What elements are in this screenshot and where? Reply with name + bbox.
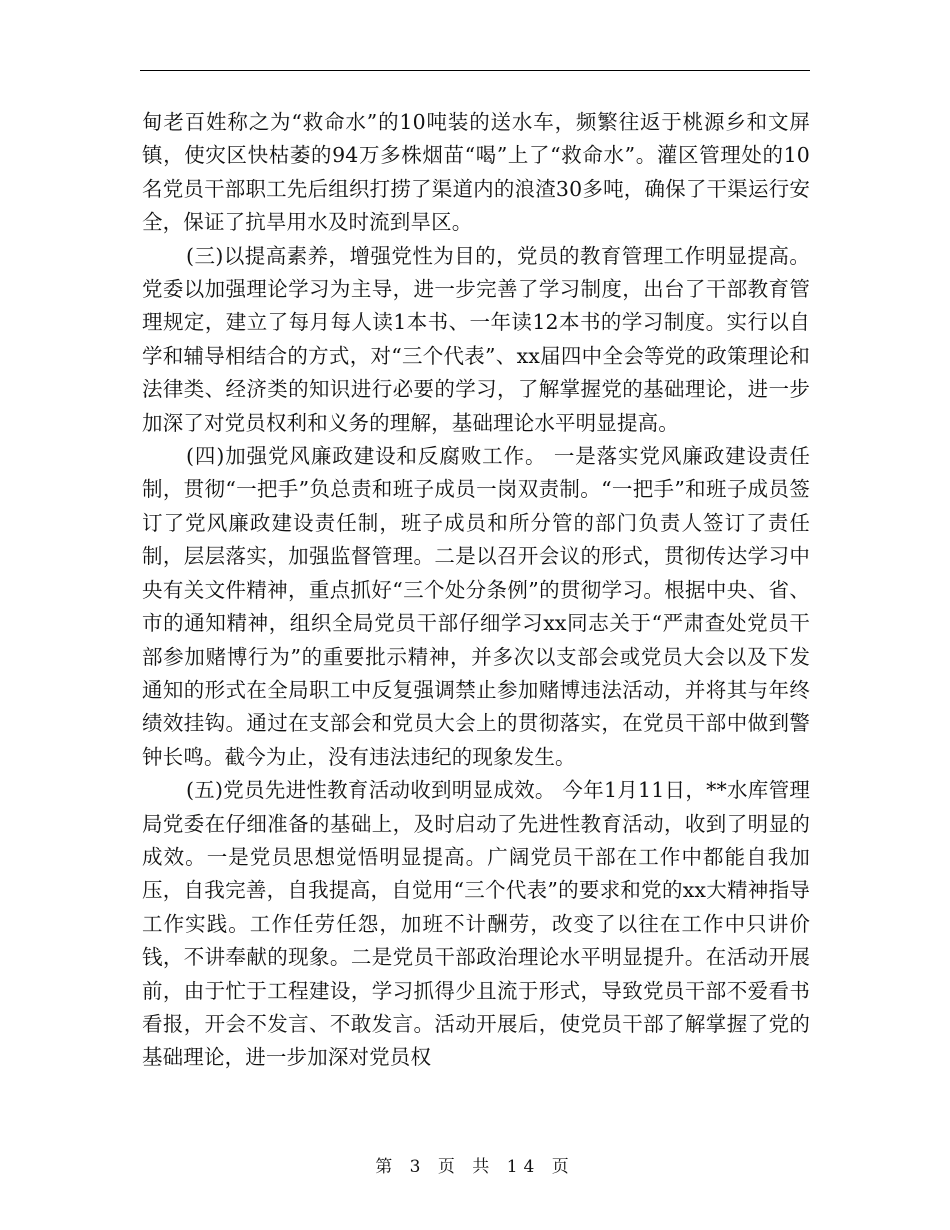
header-rule (140, 70, 810, 71)
document-body (142, 106, 810, 1075)
paragraph-section-3: (三)以提高素养，增强党性为目的，党员的教育管理工作明显提高。 党委以加强理论学习为主导，进一步完善了学习制度，出台了干部教育管理规定，建立了每月每人读1本书、一年读12本书的学习制度。实行以自学和辅导相结合的方式，对“三个代表”、xx届四中全会等党的政策理论和法律类、经济类的知识进行必要的学习，了解掌握党的基础理论，进一步加深了对党员权利和义务的理解，基础理论水平明显提高。 (142, 243, 810, 435)
paragraph-continuation: 甸老百姓称之为“救命水”的10吨装的送水车，频繁往返于桃源乡和文屏镇，使灾区快枯萎的94万多株烟苗“喝”上了“救命水”。灌区管理处的10名党员干部职工先后组织打捞了渠道内的浪渣30多吨，确保了干渠运行安全，保证了抗旱用水及时流到旱区。 (142, 110, 810, 235)
page-number-footer: 第 3 页 共 14 页 (375, 1157, 575, 1177)
paragraph-section-4: (四)加强党风廉政建设和反腐败工作。 一是落实党风廉政建设责任制，贯彻“一把手”负总责和班子成员一岗双责制。“一把手”和班子成员签订了党风廉政建设责任制，班子成员和所分管的部门负责人签订了责任制，层层落实，加强监督管理。二是以召开会议的形式，贯彻传达学习中央有关文件精神，重点抓好“三个处分条例”的贯彻学习。根据中央、省、市的通知精神，组织全局党员干部仔细学习xx同志关于“严肃查处党员干部参加赌博行为”的重要批示精神，并多次以支部会或党员大会以及下发通知的形式在全局职工中反复强调禁止参加赌博违法活动，并将其与年终绩效挂钩。通过在支部会和党员大会上的贯彻落实，在党员干部中做到警钟长鸣。截今为止，没有违法违纪的现象发生。 (142, 444, 810, 769)
paragraph-section-5: (五)党员先进性教育活动收到明显成效。 今年1月11日，**水库管理局党委在仔细准备的基础上，及时启动了先进性教育活动，收到了明显的成效。一是党员思想觉悟明显提高。广阔党员干部在工作中都能自我加压，自我完善，自我提高，自觉用“三个代表”的要求和党的xx大精神指导工作实践。工作任劳任怨，加班不计酬劳，改变了以往在工作中只讲价钱，不讲奉献的现象。二是党员干部政治理论水平明显提升。在活动开展前，由于忙于工程建设，学习抓得少且流于形式，导致党员干部不爱看书看报，开会不发言、不敢发言。活动开展后，使党员干部了解掌握了党的基础理论，进一步加深对党员权 (142, 778, 810, 1070)
